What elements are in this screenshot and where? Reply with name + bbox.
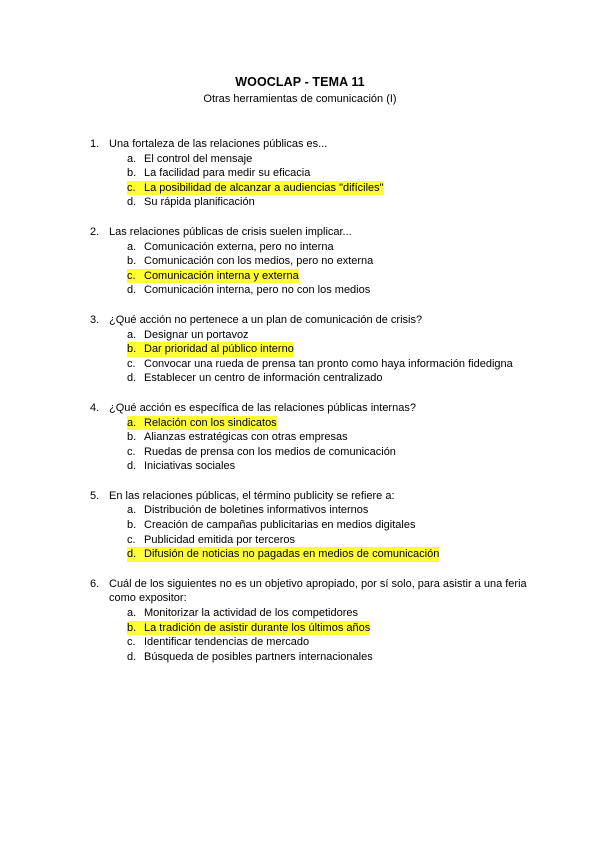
option-text: Iniciativas sociales bbox=[144, 460, 236, 473]
option-letter: d. bbox=[127, 460, 137, 473]
option-letter: a. bbox=[127, 240, 137, 253]
option-item bbox=[90, 459, 530, 474]
option-text: Creación de campañas publicitarias en medios digitales bbox=[144, 519, 416, 532]
option-letter: d. bbox=[127, 372, 137, 385]
option-text: La facilidad para medir su eficacia bbox=[144, 167, 311, 180]
option-item bbox=[90, 152, 530, 167]
option-list bbox=[90, 416, 530, 474]
question-number: 3. bbox=[90, 313, 100, 326]
question-text: En las relaciones públicas, el término publicity se refiere a: bbox=[109, 489, 395, 502]
option-item bbox=[90, 445, 530, 460]
option-list bbox=[90, 606, 530, 664]
option-item bbox=[90, 371, 530, 386]
option-item bbox=[90, 430, 530, 445]
question-list bbox=[90, 137, 530, 679]
option-letter: b. bbox=[127, 167, 137, 180]
question-number: 1. bbox=[90, 138, 100, 150]
question-row bbox=[90, 313, 530, 328]
option-item-highlighted bbox=[90, 621, 530, 636]
question-5 bbox=[90, 489, 530, 562]
option-text: Designar un portavoz bbox=[144, 328, 249, 341]
option-text: Convocar una rueda de prensa tan pronto como haya información fidedigna bbox=[144, 357, 513, 370]
option-text: Búsqueda de posibles partners internacionales bbox=[144, 650, 373, 663]
option-item bbox=[90, 283, 530, 298]
question-text: ¿Qué acción no pertenece a un plan de comunicación de crisis? bbox=[109, 313, 423, 326]
question-number: 6. bbox=[90, 577, 100, 590]
option-letter: b. bbox=[127, 621, 144, 636]
option-text: Identificar tendencias de mercado bbox=[144, 636, 310, 649]
option-letter: d. bbox=[127, 284, 137, 297]
option-text: Comunicación interna, pero no con los medios bbox=[144, 284, 371, 297]
option-text: Ruedas de prensa con los medios de comunicación bbox=[144, 445, 396, 458]
option-item bbox=[90, 503, 530, 518]
question-4 bbox=[90, 401, 530, 474]
option-text: Relación con los sindicatos bbox=[144, 416, 277, 429]
option-text: Difusión de noticias no pagadas en medios de comunicación bbox=[144, 548, 440, 561]
option-item-highlighted bbox=[90, 416, 530, 431]
page-subtitle: Otras herramientas de comunicación (I) bbox=[203, 93, 397, 105]
option-letter: c. bbox=[127, 533, 136, 546]
option-text: Comunicación con los medios, pero no externa bbox=[144, 255, 374, 268]
option-text: El control del mensaje bbox=[144, 152, 253, 165]
option-list bbox=[90, 503, 530, 561]
question-number: 5. bbox=[90, 489, 100, 502]
question-3 bbox=[90, 313, 530, 386]
option-letter: b. bbox=[127, 431, 137, 444]
page-title: WOOCLAP - TEMA 11 bbox=[235, 75, 365, 89]
option-text: La tradición de asistir durante los últimos años bbox=[144, 621, 371, 634]
option-letter: c. bbox=[127, 445, 136, 458]
option-letter: d. bbox=[127, 650, 137, 663]
question-row bbox=[90, 401, 530, 416]
option-item bbox=[90, 606, 530, 621]
option-item bbox=[90, 254, 530, 269]
question-number: 2. bbox=[90, 225, 100, 238]
option-item bbox=[90, 635, 530, 650]
option-letter: d. bbox=[127, 547, 144, 562]
option-letter: b. bbox=[127, 342, 144, 357]
option-item-highlighted bbox=[90, 547, 530, 562]
option-item bbox=[90, 328, 530, 343]
question-row bbox=[90, 577, 530, 606]
question-text: Cuál de los siguientes no es un objetivo apropiado, por sí solo, para asistir a una feria como expositor: bbox=[109, 577, 527, 605]
question-text: Una fortaleza de las relaciones públicas es... bbox=[109, 138, 328, 150]
option-item bbox=[90, 240, 530, 255]
option-item bbox=[90, 518, 530, 533]
question-6 bbox=[90, 577, 530, 665]
option-text: Comunicación interna y externa bbox=[144, 269, 299, 282]
option-text: Dar prioridad al público interno bbox=[144, 343, 294, 356]
option-letter: a. bbox=[127, 416, 144, 431]
option-list bbox=[90, 240, 530, 298]
option-item-highlighted bbox=[90, 269, 530, 284]
option-text: Establecer un centro de información centralizado bbox=[144, 372, 383, 385]
question-number: 4. bbox=[90, 401, 100, 414]
question-row bbox=[90, 137, 530, 152]
option-letter: a. bbox=[127, 607, 137, 620]
option-item bbox=[90, 166, 530, 181]
question-1 bbox=[90, 137, 530, 210]
option-letter: c. bbox=[127, 269, 144, 284]
option-item bbox=[90, 195, 530, 210]
option-text: Monitorizar la actividad de los competidores bbox=[144, 607, 358, 620]
option-text: Distribución de boletines informativos internos bbox=[144, 504, 369, 517]
question-text: ¿Qué acción es específica de las relaciones públicas internas? bbox=[109, 401, 416, 414]
option-letter: c. bbox=[127, 636, 136, 649]
option-list bbox=[90, 328, 530, 386]
option-list bbox=[90, 152, 530, 210]
option-letter: a. bbox=[127, 152, 137, 165]
option-item bbox=[90, 533, 530, 548]
option-letter: a. bbox=[127, 328, 137, 341]
question-2 bbox=[90, 225, 530, 298]
question-row bbox=[90, 489, 530, 504]
question-row bbox=[90, 225, 530, 240]
option-letter: a. bbox=[127, 504, 137, 517]
option-letter: c. bbox=[127, 181, 144, 196]
option-item bbox=[90, 357, 530, 372]
option-item bbox=[90, 650, 530, 665]
option-item-highlighted bbox=[90, 181, 530, 196]
option-text: Publicidad emitida por terceros bbox=[144, 533, 296, 546]
option-text: Su rápida planificación bbox=[144, 196, 255, 209]
option-item-highlighted bbox=[90, 342, 530, 357]
option-text: La posibilidad de alcanzar a audiencias "difíciles" bbox=[144, 181, 384, 194]
option-text: Alianzas estratégicas con otras empresas bbox=[144, 431, 348, 444]
option-letter: b. bbox=[127, 519, 137, 532]
question-text: Las relaciones públicas de crisis suelen implicar... bbox=[109, 225, 352, 238]
option-letter: b. bbox=[127, 255, 137, 268]
option-letter: d. bbox=[127, 196, 137, 209]
option-letter: c. bbox=[127, 357, 136, 370]
option-text: Comunicación externa, pero no interna bbox=[144, 240, 334, 253]
